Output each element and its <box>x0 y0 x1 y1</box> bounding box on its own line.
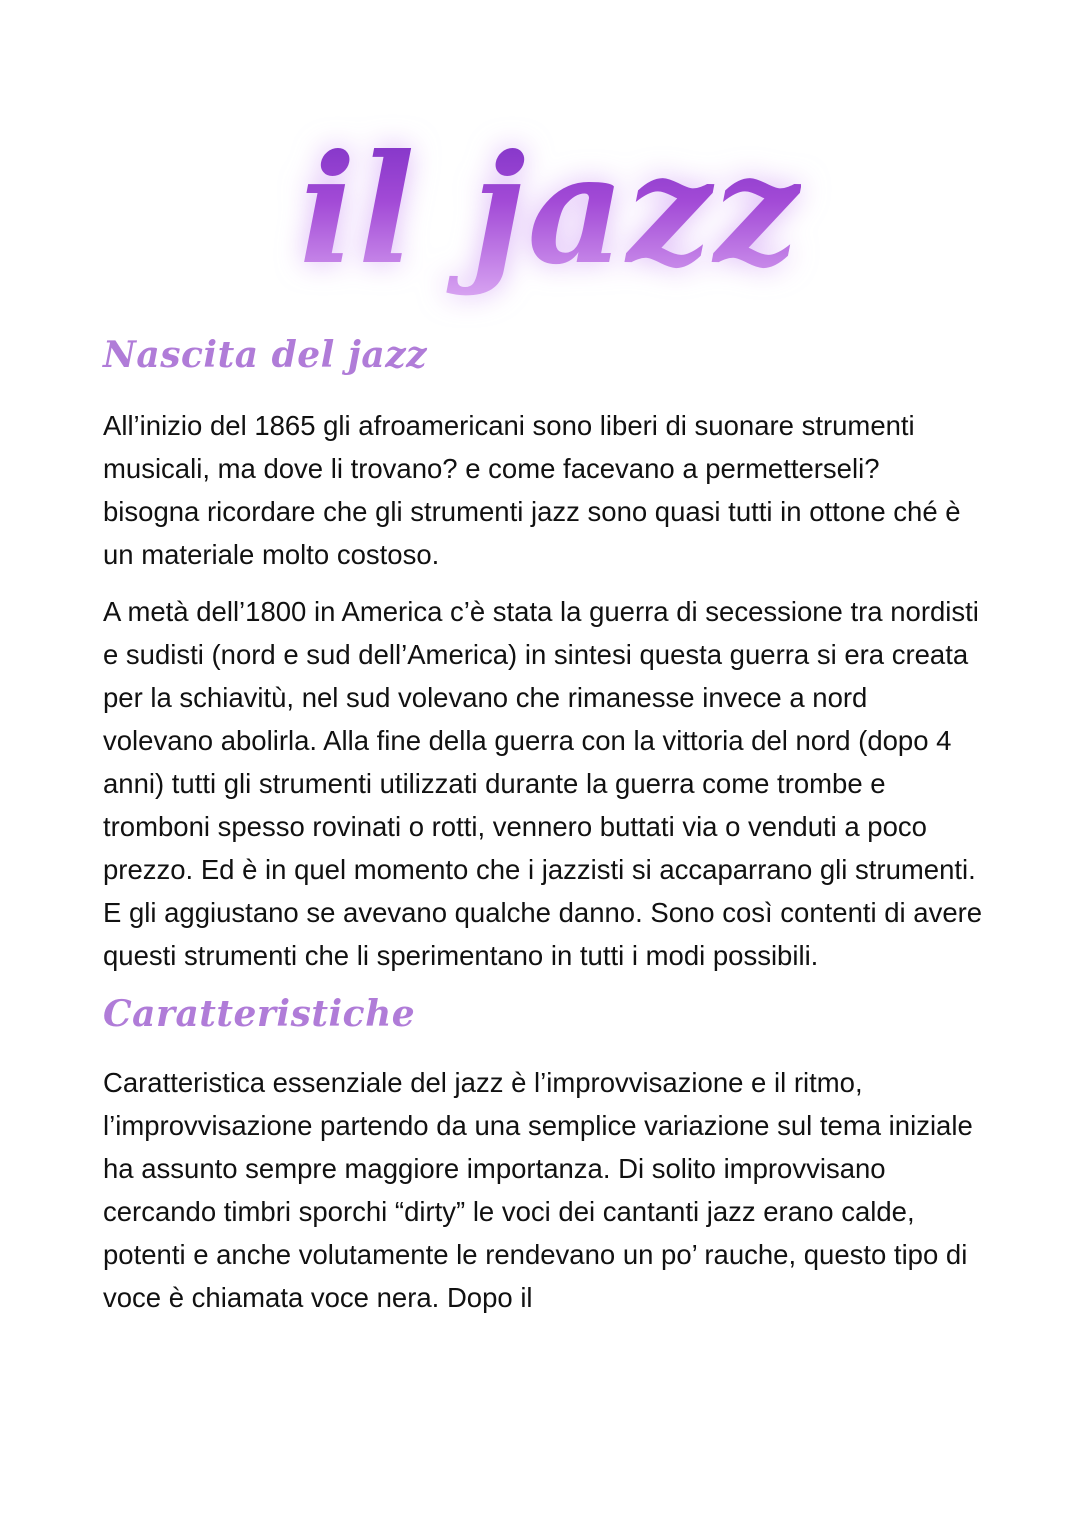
title-area <box>0 120 1080 320</box>
section-heading-nascita: Nascita del jazz <box>103 334 428 376</box>
page-title: il jazz <box>298 122 801 298</box>
paragraph-nascita-2: A metà dell’1800 in America c’è stata la guerra di secessione tra nordisti e sudisti (nord e sud dell’America) in sintesi questa guerra si era creata per la schiavitù, nel sud volevano che rimanesse invece a nord volevano abolirla. Alla fine della guerra con la vittoria del nord (dopo 4 anni) tutti gli strumenti utilizzati durante la guerra come trombe e tromboni spesso rovinati o rotti, vennero buttati via o venduti a poco prezzo. Ed è in quel momento che i jazzisti si accaparrano gli strumenti. E gli aggiustano se avevano qualche danno. Sono così contenti di avere questi strumenti che li sperimentano in tutti i modi possibili. <box>103 596 983 971</box>
paragraph-caratteristiche-1: Caratteristica essenziale del jazz è l’improvvisazione e il ritmo, l’improvvisazione partendo da una semplice variazione sul tema iniziale ha assunto sempre maggiore importanza. Di solito improvvisano cercando timbri sporchi “dirty” le voci dei cantanti jazz erano calde, potenti e anche volutamente le rendevano un po’ rauche, questo tipo di voce è chiamata voce nera. Dopo il <box>103 1067 973 1313</box>
paragraph-nascita-1: All’inizio del 1865 gli afroamericani sono liberi di suonare strumenti musicali, ma dove li trovano? e come facevano a permetterseli? bisogna ricordare che gli strumenti jazz sono quasi tutti in ottone ché è un materiale molto costoso. <box>103 410 961 570</box>
document-body <box>103 330 983 1319</box>
section-heading-caratteristiche: Caratteristiche <box>103 993 416 1035</box>
